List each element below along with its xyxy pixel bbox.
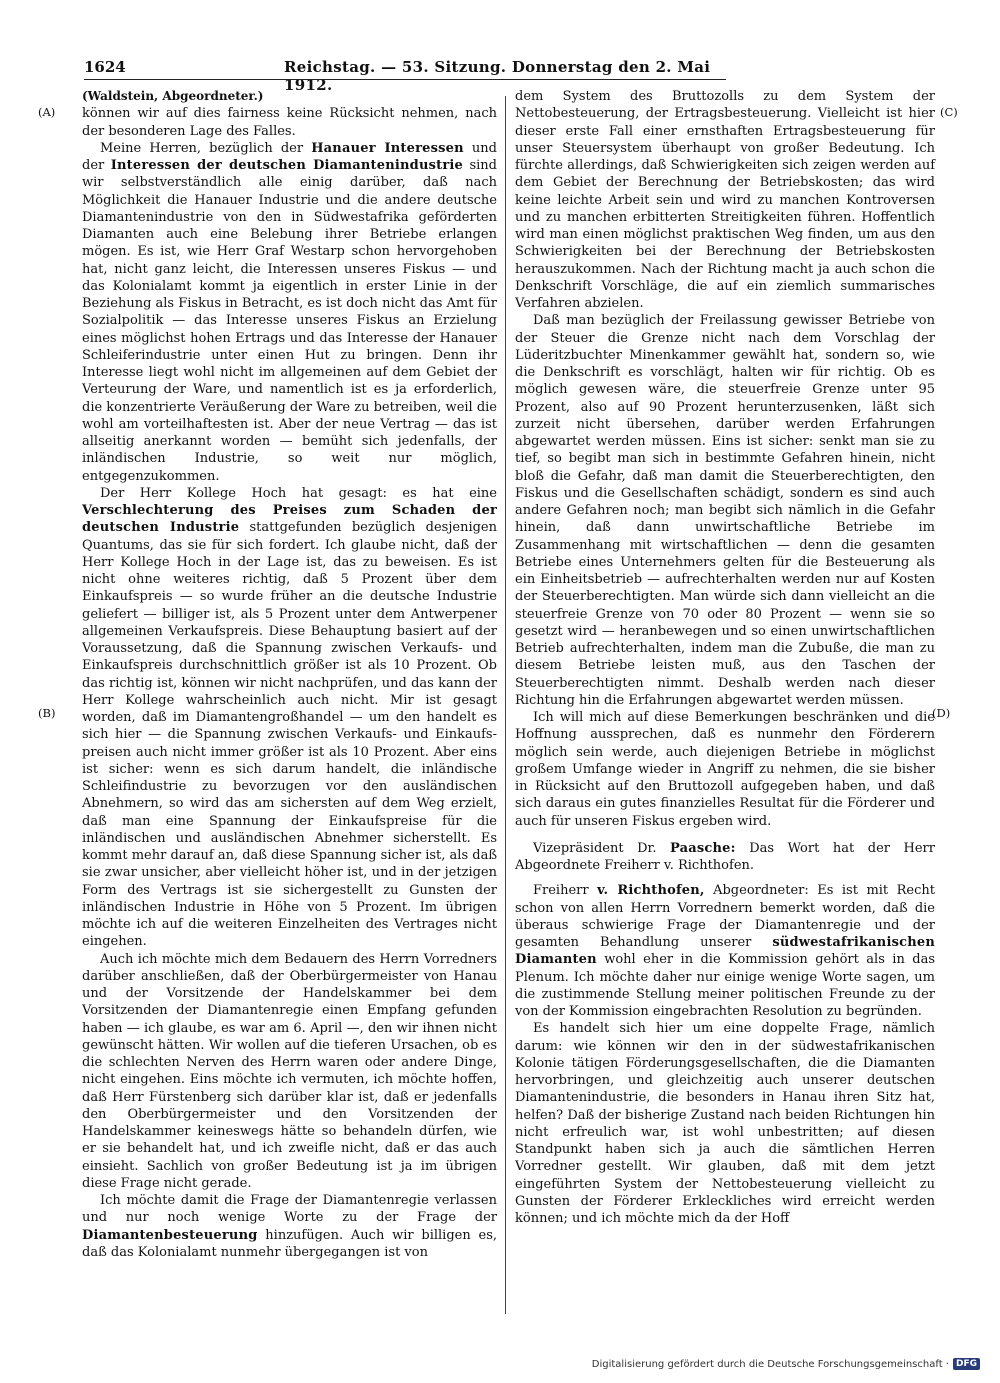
emphasis: Hanauer Interessen bbox=[311, 140, 464, 156]
left-column bbox=[82, 88, 497, 1261]
paragraph: Freiherr v. Richthofen, Abgeordneter: Es ist mit Recht schon von allen Herrn Vorrednern bemerkt worden, daß die überaus schwierige Frage der Diamantenregie und der gesamten Behandlung unserer südwestafrikanischen Diamanten wohl eher in die Kommission gehört als in das Plenum. Ich möchte daher nur einige wenige Worte sagen, um die zustimmende Stellung meiner politischen Freunde zu der von der Kommission eingebrachten Resolution zu begründen. bbox=[515, 883, 935, 1019]
column-divider bbox=[505, 96, 506, 1314]
footer bbox=[592, 1358, 980, 1370]
right-column bbox=[515, 88, 935, 1227]
running-title: Reichstag. — 53. Sitzung. Donnerstag den 2. Mai 1912. bbox=[284, 58, 711, 94]
paragraph: können wir auf dies fairness keine Rücksicht nehmen, nach der besonderen Lage des Falles. bbox=[82, 106, 497, 139]
margin-mark-b: (B) bbox=[38, 706, 56, 720]
speaker-label: (Waldstein, Abgeordneter.) bbox=[82, 89, 264, 103]
speaker-name: v. Richthofen, bbox=[597, 883, 705, 899]
dfg-logo: DFG bbox=[953, 1358, 980, 1370]
paragraph: Ich möchte damit die Frage der Diamantenregie verlassen und nur noch wenige Worte zu der Frage der Diamantenbesteuerung hinzufügen. Auch wir billigen es, daß das Kolonialamt nunmehr übergegangen ist von bbox=[82, 1193, 497, 1260]
paragraph: Meine Herren, bezüglich der Hanauer Interessen und der Interessen der deutschen Diamantenindustrie sind wir selbstverständlich alle einig darüber, daß nach Möglichkeit die Hanauer Industrie und die andere deutsche Diamantenindustrie von den in Südwestafrika geförderten Diamanten auch eine Belebung ihrer Betriebe erlangen mögen. Es ist, wie Herr Graf Westarp schon hervorgehoben hat, nicht ganz leicht, die Interessen unseres Fiskus — und das Kolonialamt kommt ja eigentlich in erster Linie in der Beziehung als Fiskus in Betracht, es ist doch nicht das Amt für Sozialpolitik — das Interesse unseres Fiskus an Erzielung eines möglichst hohen Ertrags und das Interesse der Hanauer Schleiferindustrie unter einen Hut zu bringen. Denn ihr Interesse liegt wohl nicht im allgemeinen auf dem Gebiet der Verteurung der Ware, und namentlich ist es ja erforderlich, die konzentrierte Veräußerung der Ware zu betreiben, weil die wohl am vorteilhaftesten ist. Aber der neue Vertrag — das ist allseitig anerkannt worden — bemüht sich jedenfalls, der inländischen Industrie, so weit nur möglich, entgegenzukommen. bbox=[82, 140, 498, 484]
paragraph: Auch ich möchte mich dem Bedauern des Herrn Vorredners darüber anschließen, daß der Oberbürgermeister von Hanau und der Vorsitzende der Handelskammer bei dem Vorsitzenden der Diamantenregie einen Empfang gefunden haben — ich glaube, es war am 6. April —, den wir ihnen nicht gewünscht hätten. Wir wollen auf die tieferen Ursachen, ob es die schlechten Nerven des Herrn waren oder andere Dinge, nicht eingehen. Eins möchte ich vermuten, ich möchte hoffen, daß Herr Fürstenberg sich darüber klar ist, daß er jedenfalls den Oberbürgermeister und den Vorsitzenden der Handelskammer keineswegs hätte so behandeln dürfen, wie er sie behandelt hat, und ich zweifle nicht, daß er das auch einsieht. Sachlich von großer Bedeutung ist ja im übrigen diese Frage nicht gerade. bbox=[82, 951, 497, 1191]
paragraph: dem System des Bruttozolls zu dem System der Nettobesteuerung, der Ertragsbesteuerung. Vielleicht ist hier dieser erste Fall einer ernsthaften Ertragsbesteuerung für unser Steuersystem überhaupt von großer Bedeutung. Ich fürchte allerdings, daß Schwierigkeiten sich zeigen werden auf dem Gebiet der Berechnung der Betriebskosten; das wird keine leichte Arbeit sein und wird zu manchen Kontroversen und zu manchen erbitterten Streitigkeiten führen. Hoffentlich wird man einen möglichst praktischen Weg finden, um aus den Schwierigkeiten bei der Berechnung der Betriebskosten herauszukommen. Nach der Richtung macht ja auch schon die Denkschrift Vorschläge, die auf ein ziemlich summarisches Verfahren abzielen. bbox=[515, 89, 935, 311]
margin-mark-a: (A) bbox=[38, 105, 56, 119]
paragraph: Es handelt sich hier um eine doppelte Frage, nämlich darum: wie können wir den in der südwestafrikanischen Kolonie tätigen Förderungsgesellschaften, die die Diamanten hervorbringen, und gleichzeitig auch unserer deutschen Diamantenindustrie, die besonders in Hanau ihren Sitz hat, helfen? Daß der bisherige Zustand nach beiden Richtungen hin nicht erfreulich war, ist wohl unbestritten; auf diesen Standpunkt haben sich ja auch die sämtlichen Herren Vorredner gestellt. Wir glauben, daß mit dem jetzt eingeführten System der Nettobesteuerung vielleicht zu Gunsten der Förderer Erkleckliches wird erreicht werden können; und ich möchte mich da der Hoff bbox=[515, 1021, 935, 1226]
emphasis: Verschlechterung des Preises zum Schaden der deutschen Industrie bbox=[82, 503, 497, 536]
paragraph: Ich will mich auf diese Bemerkungen beschränken und die Hoffnung aussprechen, daß es nunmehr den Förderern möglich sein werde, auch diejenigen Betriebe in möglichst großem Umfange wieder in Angriff zu nehmen, die sie bisher in Rücksicht auf den Bruttozoll aufgegeben haben, und daß sich daraus ein gutes finanzielles Resultat für die Förderer und auch für unseren Fiskus ergeben wird. bbox=[515, 710, 935, 829]
emphasis: südwestafrikanischen Diamanten bbox=[515, 935, 935, 968]
margin-mark-d: (D) bbox=[932, 706, 951, 720]
paragraph: Vizepräsident Dr. Paasche: Das Wort hat der Herr Abgeordnete Freiherr v. Richthofen. bbox=[515, 840, 935, 873]
header-rule bbox=[84, 79, 726, 80]
emphasis: Diamantenbesteuerung bbox=[82, 1227, 258, 1243]
paragraph: Der Herr Kollege Hoch hat gesagt: es hat eine Verschlechterung des Preises zum Schaden der deutschen Industrie stattgefunden bezüglich desjenigen Quantums, das sie für sich fordert. Ich glaube nicht, daß der Herr Kollege Hoch in der Lage ist, das zu beweisen. Es ist nicht ohne weiteres richtig, daß 5 Prozent über dem Einkaufspreis — so wurde früher an die deutsche Industrie geliefert — billiger ist, als 5 Prozent unter dem Antwerpener allgemeinen Verkaufspreis. Diese Behauptung basiert auf der Voraussetzung, daß die Spannung zwischen Verkaufs- und Einkaufspreis durchschnittlich größer ist als 10 Prozent. Ob das richtig ist, können wir nicht nachprüfen, und das kann der Herr Kollege wahrscheinlich auch nicht. Mir ist gesagt worden, daß im Diamantengroßhandel — um den handelt es sich hier — die Spannung zwischen Verkaufs- und Einkaufspreisen auch nicht immer größer ist als 10 Prozent. Aber eins ist sicher: wenn es sich darum handelt, die inländische Schleifindustrie zu bevorzugen vor den ausländischen Abnehmern, so wird das am sichersten auf dem Weg erzielt, daß man eine Spannung der Einkaufspreise für die inländischen und ausländischen Abnehmer sicherstellt. Es kommt mehr darauf an, daß diese Spannung sicher ist, als daß sie zwar unsicher, aber vielleicht höher ist, und in der jetzigen Form des Vertrags ist sie sichergestellt zu Gunsten der inländischen Industrie in Höhe von 5 Prozent. Im übrigen möchte ich auf die weiteren Einzelheiten des Vertrages nicht eingehen. bbox=[82, 485, 497, 950]
emphasis: Interessen der deutschen Diamantenindustrie bbox=[110, 158, 463, 173]
footer-credit: Digitalisierung gefördert durch die Deutsche Forschungsgemeinschaft · bbox=[591, 1358, 949, 1370]
page-number: 1624 bbox=[84, 58, 126, 76]
speaker-name: Paasche: bbox=[670, 840, 736, 856]
margin-mark-c: (C) bbox=[940, 105, 958, 119]
paragraph: Daß man bezüglich der Freilassung gewisser Betriebe von der Steuer die Grenze nicht nach dem Vorschlag der Lüderitzbuchter Minenkammer gewählt hat, sondern so, wie die Denkschrift es vorschlägt, halten wir für richtig. Ob es möglich gewesen wäre, die steuerfreie Grenze unter 95 Prozent, also auf 90 Prozent herunterzusenken, läßt sich zurzeit nicht übersehen, darüber werden Erfahrungen abgewartet werden müssen. Eins ist sicher: senkt man sie zu tief, so begibt man sich in bestimmte Gefahren hinein, nicht bloß die Gefahr, daß man damit die Steuerberechtigten, den Fiskus und die Gesellschaften schädigt, sondern es sind auch andere Gefahren noch; man begibt sich nämlich in die Gefahr hinein, daß dann unwirtschaftliche Betriebe im Zusammenhang mit wirtschaftlichen — denn die gesamten Betriebe eines Unternehmers gelten für die Besteuerung als ein Einheitsbetrieb — aufrechterhalten werden nur auf Kosten der Steuerberechtigten. Man würde sich dann vielleicht an die steuerfreie Grenze von 70 oder 80 Prozent — wenn sie so gesetzt wird — heranbewegen und so einen unwirtschaftlichen Betrieb aufrechterhalten, indem man die Zubuße, die man zu diesem Betriebe leisten muß, aus den Taschen der Steuerberechtigten nimmt. Deshalb werden nach dieser Richtung hin die Erfahrungen abgewartet werden müssen. bbox=[515, 313, 935, 708]
